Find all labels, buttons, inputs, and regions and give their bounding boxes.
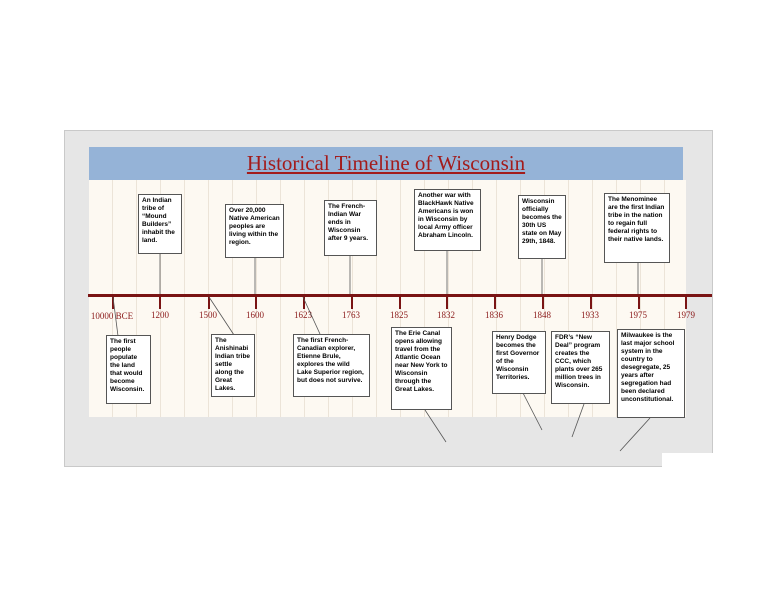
year-label: 1832 <box>437 310 455 320</box>
tick-1848 <box>542 297 544 309</box>
event-note-below: The Erie Canal opens allowing travel from the Atlantic Ocean near New York to Wisconsin through the Great Lakes. <box>391 327 452 410</box>
page-title: Historical Timeline of Wisconsin <box>246 151 526 175</box>
event-note-below: Milwaukee is the last major school system in the country to desegregate, 25 years after segregation had been declared unconstitutional. <box>617 329 685 418</box>
tick-1979 <box>685 297 687 309</box>
event-note-above: An Indian tribe of “Mound Builders” inhabit the land. <box>138 194 182 254</box>
year-label: 1975 <box>629 310 647 320</box>
event-note-above: Wisconsin officially becomes the 30th US state on May 29th, 1848. <box>518 195 566 259</box>
tick-1763 <box>351 297 353 309</box>
tick-1500 <box>208 297 210 309</box>
tick-1623 <box>303 297 305 309</box>
tick-1836 <box>494 297 496 309</box>
tick-1825 <box>399 297 401 309</box>
year-label: 1848 <box>533 310 551 320</box>
event-note-above: The French-Indian War ends in Wisconsin after 9 years. <box>324 200 377 256</box>
tick-10000bce <box>112 297 114 309</box>
year-label: 1600 <box>246 310 264 320</box>
event-note-below: The Anishinabi Indian tribe settle along the Great Lakes. <box>211 334 255 397</box>
tick-1832 <box>446 297 448 309</box>
year-label: 1979 <box>677 310 695 320</box>
year-label: 1200 <box>151 310 169 320</box>
frame-notch <box>662 453 722 473</box>
event-note-below: The first people populate the land that would become Wisconsin. <box>106 335 151 404</box>
year-label: 1500 <box>199 310 217 320</box>
tick-1200 <box>159 297 161 309</box>
year-label: 1933 <box>581 310 599 320</box>
tick-1933 <box>590 297 592 309</box>
year-label: 1623 <box>294 310 312 320</box>
event-note-below: The first French-Canadian explorer, Etienne Brule, explores the wild Lake Superior region, but does not survive. <box>293 334 370 397</box>
year-label: 1825 <box>390 310 408 320</box>
event-note-above: The Menominee are the first Indian tribe in the nation to regain full federal rights to their native lands. <box>604 193 670 263</box>
event-note-below: Henry Dodge becomes the first Governor of the Wisconsin Territories. <box>492 331 546 394</box>
year-label: 1763 <box>342 310 360 320</box>
title-bar <box>89 147 683 180</box>
event-note-below: FDR’s “New Deal” program creates the CCC, which plants over 265 million trees in Wisconsin. <box>551 331 610 404</box>
event-note-above: Another war with BlackHawk Native Americans is won in Wisconsin by local Army officer Abraham Lincoln. <box>414 189 481 251</box>
tick-1975 <box>638 297 640 309</box>
tick-1600 <box>255 297 257 309</box>
year-label: 10000 BCE <box>90 311 134 321</box>
event-note-above: Over 20,000 Native American peoples are living within the region. <box>225 204 284 258</box>
year-label: 1836 <box>485 310 503 320</box>
